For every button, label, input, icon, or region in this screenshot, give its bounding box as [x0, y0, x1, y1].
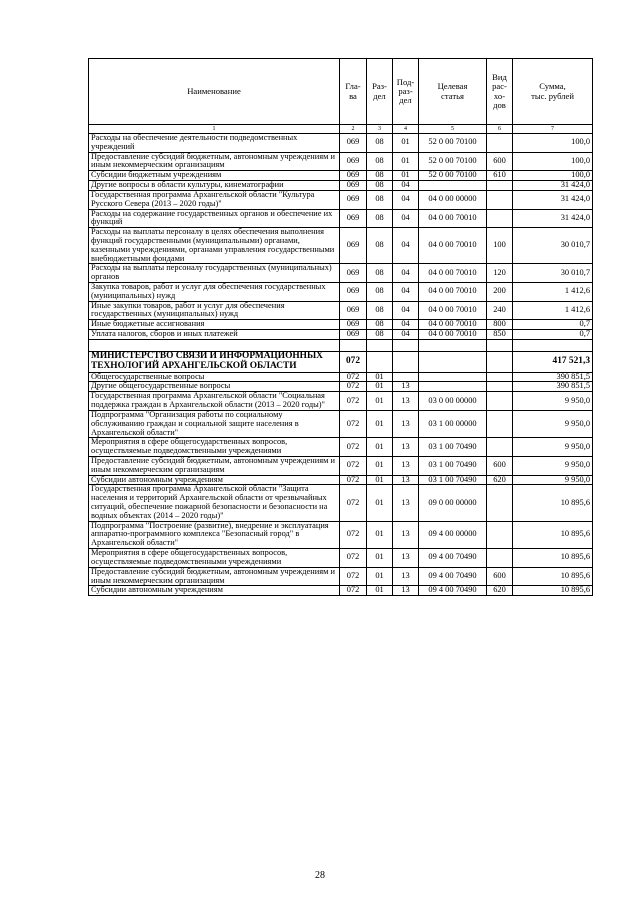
cell-target: 52 0 00 70100 — [419, 171, 487, 181]
cell-razdel: 01 — [367, 456, 393, 475]
cell-sum — [513, 339, 593, 351]
cell-name: Расходы на обеспечение деятельности подведомственных учреждений — [89, 134, 340, 153]
column-number: 6 — [487, 125, 513, 134]
cell-razdel: 08 — [367, 283, 393, 302]
cell-target — [419, 339, 487, 351]
cell-name: Общегосударственные вопросы — [89, 372, 340, 382]
cell-vid — [487, 382, 513, 392]
cell-target: 09 4 00 70490 — [419, 549, 487, 568]
cell-name — [89, 339, 340, 351]
cell-sum: 10 895,6 — [513, 586, 593, 596]
table-body — [89, 134, 593, 596]
column-number: 5 — [419, 125, 487, 134]
cell-glava: 069 — [340, 301, 367, 320]
col-header-name: Наименование — [89, 59, 340, 125]
cell-name: Подпрограмма "Построение (развитие), внедрение и эксплуатация аппаратно-программного комплекса "Безопасный город" в Архангельской области" — [89, 521, 340, 548]
cell-glava: 072 — [340, 475, 367, 485]
cell-glava: 072 — [340, 549, 367, 568]
cell-glava: 072 — [340, 410, 367, 437]
cell-name: Уплата налогов, сборов и иных платежей — [89, 330, 340, 340]
table-row — [89, 283, 593, 302]
cell-razdel: 01 — [367, 567, 393, 586]
cell-razdel — [367, 339, 393, 351]
cell-podrazdel: 13 — [393, 549, 419, 568]
cell-vid — [487, 351, 513, 372]
column-number: 1 — [89, 125, 340, 134]
cell-target: 52 0 00 70100 — [419, 134, 487, 153]
cell-vid: 620 — [487, 586, 513, 596]
cell-podrazdel: 04 — [393, 190, 419, 209]
cell-razdel: 01 — [367, 549, 393, 568]
cell-sum: 9 950,0 — [513, 475, 593, 485]
col-header-vid: Вид рас- хо- дов — [487, 59, 513, 125]
cell-podrazdel: 04 — [393, 330, 419, 340]
cell-target: 52 0 00 70100 — [419, 152, 487, 171]
table-row — [89, 134, 593, 153]
cell-glava: 069 — [340, 190, 367, 209]
cell-vid — [487, 392, 513, 411]
column-number: 2 — [340, 125, 367, 134]
cell-vid: 850 — [487, 330, 513, 340]
cell-podrazdel: 13 — [393, 475, 419, 485]
cell-name: Расходы на содержание государственных органов и обеспечение их функций — [89, 209, 340, 228]
cell-sum: 10 895,6 — [513, 567, 593, 586]
cell-target: 04 0 00 70010 — [419, 209, 487, 228]
cell-name: МИНИСТЕРСТВО СВЯЗИ И ИНФОРМАЦИОННЫХ ТЕХНОЛОГИЙ АРХАНГЕЛЬСКОЙ ОБЛАСТИ — [89, 351, 340, 372]
cell-razdel: 08 — [367, 330, 393, 340]
cell-vid: 600 — [487, 152, 513, 171]
cell-sum: 30 010,7 — [513, 264, 593, 283]
column-number: 3 — [367, 125, 393, 134]
cell-name: Подпрограмма "Организация работы по социальному обслуживанию граждан и социальной защите населения в Архангельской области" — [89, 410, 340, 437]
cell-vid — [487, 181, 513, 191]
cell-vid: 200 — [487, 283, 513, 302]
cell-podrazdel: 04 — [393, 301, 419, 320]
cell-vid — [487, 339, 513, 351]
column-number: 4 — [393, 125, 419, 134]
cell-podrazdel: 13 — [393, 392, 419, 411]
cell-vid — [487, 134, 513, 153]
cell-razdel — [367, 351, 393, 372]
cell-vid: 800 — [487, 320, 513, 330]
cell-target: 04 0 00 70010 — [419, 283, 487, 302]
column-number: 7 — [513, 125, 593, 134]
cell-glava: 069 — [340, 152, 367, 171]
cell-name: Предоставление субсидий бюджетным, автономным учреждениям и иным некоммерческим организациям — [89, 456, 340, 475]
col-header-glava: Гла- ва — [340, 59, 367, 125]
cell-podrazdel — [393, 339, 419, 351]
table-row — [89, 181, 593, 191]
cell-sum: 31 424,0 — [513, 190, 593, 209]
table-row — [89, 209, 593, 228]
cell-glava: 069 — [340, 264, 367, 283]
cell-podrazdel: 01 — [393, 171, 419, 181]
cell-name: Другие общегосударственные вопросы — [89, 382, 340, 392]
table-row — [89, 438, 593, 457]
cell-sum: 9 950,0 — [513, 438, 593, 457]
cell-glava: 072 — [340, 351, 367, 372]
cell-razdel: 01 — [367, 438, 393, 457]
cell-glava: 069 — [340, 320, 367, 330]
cell-name: Мероприятия в сфере общегосударственных вопросов, осуществляемые подведомственными учреждениями — [89, 549, 340, 568]
cell-target: 03 1 00 00000 — [419, 410, 487, 437]
cell-vid — [487, 372, 513, 382]
cell-sum: 100,0 — [513, 134, 593, 153]
cell-vid — [487, 521, 513, 548]
cell-podrazdel: 04 — [393, 181, 419, 191]
cell-glava: 072 — [340, 372, 367, 382]
cell-razdel: 08 — [367, 152, 393, 171]
table-row — [89, 521, 593, 548]
table-row — [89, 228, 593, 264]
cell-vid: 600 — [487, 456, 513, 475]
cell-glava: 072 — [340, 392, 367, 411]
cell-glava: 069 — [340, 134, 367, 153]
cell-vid — [487, 438, 513, 457]
table-row — [89, 586, 593, 596]
cell-sum: 100,0 — [513, 152, 593, 171]
cell-podrazdel — [393, 351, 419, 372]
cell-vid — [487, 190, 513, 209]
cell-target — [419, 181, 487, 191]
cell-podrazdel: 13 — [393, 456, 419, 475]
table-row — [89, 567, 593, 586]
cell-razdel: 08 — [367, 301, 393, 320]
cell-razdel: 01 — [367, 392, 393, 411]
cell-podrazdel: 13 — [393, 586, 419, 596]
cell-glava: 069 — [340, 330, 367, 340]
cell-vid — [487, 410, 513, 437]
cell-razdel: 01 — [367, 382, 393, 392]
cell-target: 03 1 00 70490 — [419, 438, 487, 457]
cell-podrazdel: 04 — [393, 209, 419, 228]
cell-name: Государственная программа Архангельской области "Защита населения и территорий Архангельской области от чрезвычайных ситуаций, обеспечение пожарной безопасности и безопасности на водных объектах (2014 – 2020 годы)" — [89, 485, 340, 521]
cell-glava: 072 — [340, 382, 367, 392]
cell-vid — [487, 485, 513, 521]
cell-podrazdel: 04 — [393, 320, 419, 330]
cell-glava — [340, 339, 367, 351]
cell-razdel: 08 — [367, 320, 393, 330]
cell-sum: 417 521,3 — [513, 351, 593, 372]
cell-razdel: 08 — [367, 181, 393, 191]
cell-name: Государственная программа Архангельской области "Социальная поддержка граждан в Архангельской области (2013 – 2020 годы)" — [89, 392, 340, 411]
table-row — [89, 301, 593, 320]
cell-target: 03 0 00 00000 — [419, 392, 487, 411]
col-header-podrazdel: Под- раз- дел — [393, 59, 419, 125]
table-row — [89, 339, 593, 351]
table-row — [89, 456, 593, 475]
cell-name: Предоставление субсидий бюджетным, автономным учреждениям и иным некоммерческим организациям — [89, 152, 340, 171]
cell-target: 09 4 00 00000 — [419, 521, 487, 548]
cell-name: Субсидии автономным учреждениям — [89, 475, 340, 485]
table-row — [89, 410, 593, 437]
cell-glava: 069 — [340, 209, 367, 228]
cell-vid: 600 — [487, 567, 513, 586]
cell-razdel: 08 — [367, 209, 393, 228]
cell-glava: 072 — [340, 586, 367, 596]
cell-sum: 9 950,0 — [513, 456, 593, 475]
cell-sum: 10 895,6 — [513, 485, 593, 521]
cell-target — [419, 351, 487, 372]
cell-name: Другие вопросы в области культуры, кинематографии — [89, 181, 340, 191]
cell-sum: 390 851,5 — [513, 382, 593, 392]
cell-glava: 069 — [340, 171, 367, 181]
cell-name: Расходы на выплаты персоналу в целях обеспечения выполнения функций государственными (муниципальными) органами, казенными учреждениями, органами управления государственными внебюджетными фондами — [89, 228, 340, 264]
cell-podrazdel: 13 — [393, 410, 419, 437]
table-row — [89, 330, 593, 340]
cell-glava: 072 — [340, 438, 367, 457]
cell-name: Мероприятия в сфере общегосударственных вопросов, осуществляемые подведомственными учреждениями — [89, 438, 340, 457]
cell-podrazdel: 04 — [393, 283, 419, 302]
table-row — [89, 549, 593, 568]
cell-sum: 31 424,0 — [513, 181, 593, 191]
cell-razdel: 08 — [367, 190, 393, 209]
cell-sum: 1 412,6 — [513, 301, 593, 320]
cell-sum: 30 010,7 — [513, 228, 593, 264]
table-row — [89, 485, 593, 521]
table-row — [89, 264, 593, 283]
cell-razdel: 01 — [367, 475, 393, 485]
cell-razdel: 08 — [367, 134, 393, 153]
cell-target: 04 0 00 00000 — [419, 190, 487, 209]
cell-razdel: 01 — [367, 485, 393, 521]
cell-podrazdel: 04 — [393, 264, 419, 283]
cell-name: Субсидии бюджетным учреждениям — [89, 171, 340, 181]
cell-sum: 10 895,6 — [513, 549, 593, 568]
table-row — [89, 351, 593, 372]
cell-sum: 1 412,6 — [513, 283, 593, 302]
cell-sum: 0,7 — [513, 320, 593, 330]
cell-glava: 069 — [340, 181, 367, 191]
cell-target: 04 0 00 70010 — [419, 301, 487, 320]
cell-name: Государственная программа Архангельской области "Культура Русского Севера (2013 – 2020 годы)" — [89, 190, 340, 209]
cell-glava: 072 — [340, 485, 367, 521]
cell-podrazdel: 13 — [393, 382, 419, 392]
cell-sum: 31 424,0 — [513, 209, 593, 228]
cell-vid: 120 — [487, 264, 513, 283]
cell-podrazdel: 13 — [393, 521, 419, 548]
cell-podrazdel: 13 — [393, 485, 419, 521]
cell-glava: 072 — [340, 456, 367, 475]
budget-table — [88, 58, 593, 596]
cell-razdel: 08 — [367, 171, 393, 181]
table-row — [89, 152, 593, 171]
col-header-sum: Сумма, тыс. рублей — [513, 59, 593, 125]
page-number: 28 — [315, 870, 325, 881]
cell-vid: 240 — [487, 301, 513, 320]
cell-target: 03 1 00 70490 — [419, 475, 487, 485]
cell-sum: 390 851,5 — [513, 372, 593, 382]
cell-razdel: 08 — [367, 264, 393, 283]
cell-target: 09 0 00 00000 — [419, 485, 487, 521]
cell-glava: 069 — [340, 283, 367, 302]
table-row — [89, 392, 593, 411]
cell-name: Иные бюджетные ассигнования — [89, 320, 340, 330]
cell-vid: 620 — [487, 475, 513, 485]
cell-glava: 069 — [340, 228, 367, 264]
header-row — [89, 59, 593, 125]
cell-name: Иные закупки товаров, работ и услуг для обеспечения государственных (муниципальных) нужд — [89, 301, 340, 320]
cell-razdel: 01 — [367, 372, 393, 382]
cell-target — [419, 382, 487, 392]
cell-target: 04 0 00 70010 — [419, 320, 487, 330]
cell-podrazdel: 01 — [393, 134, 419, 153]
col-header-target: Целевая статья — [419, 59, 487, 125]
cell-glava: 072 — [340, 521, 367, 548]
cell-target — [419, 372, 487, 382]
cell-podrazdel: 13 — [393, 438, 419, 457]
cell-podrazdel: 01 — [393, 152, 419, 171]
cell-podrazdel: 13 — [393, 567, 419, 586]
cell-sum: 100,0 — [513, 171, 593, 181]
cell-vid: 100 — [487, 228, 513, 264]
cell-razdel: 01 — [367, 521, 393, 548]
cell-razdel: 08 — [367, 228, 393, 264]
cell-vid — [487, 209, 513, 228]
cell-vid: 610 — [487, 171, 513, 181]
cell-name: Предоставление субсидий бюджетным, автономным учреждениям и иным некоммерческим организациям — [89, 567, 340, 586]
cell-sum: 0,7 — [513, 330, 593, 340]
cell-name: Субсидии автономным учреждениям — [89, 586, 340, 596]
col-header-razdel: Раз- дел — [367, 59, 393, 125]
cell-sum: 9 950,0 — [513, 410, 593, 437]
cell-name: Закупка товаров, работ и услуг для обеспечения государственных (муниципальных) нужд — [89, 283, 340, 302]
cell-sum: 10 895,6 — [513, 521, 593, 548]
cell-target: 03 1 00 70490 — [419, 456, 487, 475]
cell-razdel: 01 — [367, 410, 393, 437]
cell-podrazdel: 04 — [393, 228, 419, 264]
cell-target: 04 0 00 70010 — [419, 264, 487, 283]
cell-target: 04 0 00 70010 — [419, 228, 487, 264]
cell-target: 09 4 00 70490 — [419, 586, 487, 596]
table-row — [89, 190, 593, 209]
cell-vid — [487, 549, 513, 568]
cell-razdel: 01 — [367, 586, 393, 596]
cell-target: 04 0 00 70010 — [419, 330, 487, 340]
cell-target: 09 4 00 70490 — [419, 567, 487, 586]
cell-sum: 9 950,0 — [513, 392, 593, 411]
cell-glava: 072 — [340, 567, 367, 586]
cell-name: Расходы на выплаты персоналу государственных (муниципальных) органов — [89, 264, 340, 283]
